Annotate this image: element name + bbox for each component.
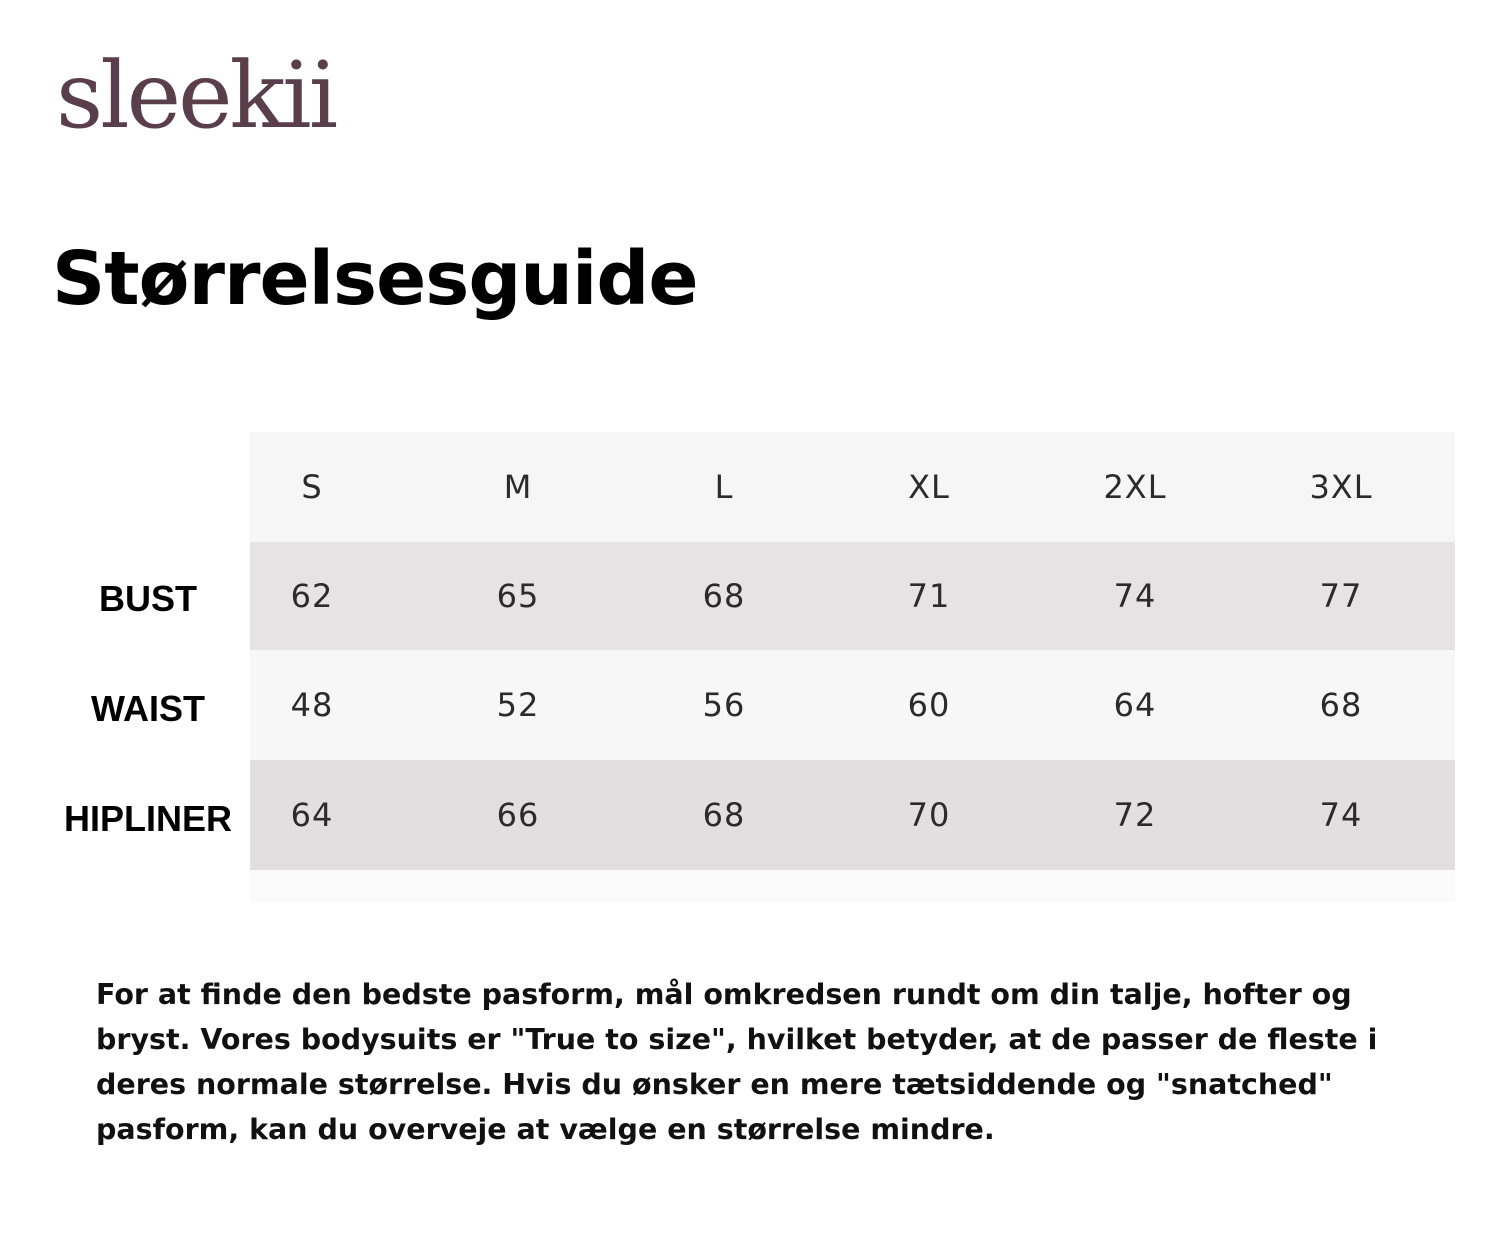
table-row-bust (250, 542, 1455, 650)
table-row-hipliner (250, 760, 1455, 870)
table-cell: 71 (907, 577, 951, 615)
fit-description: For at finde den bedste pasform, mål omkredsen rundt om din talje, hofter og bryst. Vores bodysuits er "True to size", hvilket betyder, at de passer de fleste i deres normale størrelse. Hvis du ønsker en mere tætsiddende og "snatched" pasform, kan du overveje at vælge en størrelse mindre. (96, 978, 1378, 1146)
table-cell: 65 (496, 577, 540, 615)
table-cell: 70 (907, 796, 951, 834)
size-column-header: L (714, 468, 734, 506)
table-cell: 66 (496, 796, 540, 834)
page-title: Størrelsesguide (52, 236, 698, 322)
table-cell: 64 (290, 796, 334, 834)
size-column-header: XL (908, 468, 950, 506)
brand-logo: sleekii (56, 42, 336, 149)
size-table (250, 432, 1455, 902)
table-cell: 72 (1113, 796, 1157, 834)
table-cell: 62 (290, 577, 334, 615)
table-cell: 48 (290, 686, 334, 724)
table-cell: 68 (702, 577, 746, 615)
table-cell: 74 (1319, 796, 1363, 834)
table-cell: 64 (1113, 686, 1157, 724)
table-cell: 77 (1319, 577, 1363, 615)
table-cell: 68 (702, 796, 746, 834)
row-label-bust: BUST (99, 578, 197, 619)
row-label-hipliner: HIPLINER (63, 798, 232, 839)
size-column-header: M (503, 468, 533, 506)
table-row-waist (250, 650, 1455, 760)
size-header-row (250, 432, 1455, 542)
table-cell: 56 (702, 686, 746, 724)
table-cell: 52 (496, 686, 540, 724)
table-cell: 74 (1113, 577, 1157, 615)
size-column-header: 3XL (1309, 468, 1373, 506)
table-cell: 68 (1319, 686, 1363, 724)
row-label-waist: WAIST (91, 688, 205, 729)
table-cell: 60 (907, 686, 951, 724)
size-column-header: S (301, 468, 323, 506)
size-column-header: 2XL (1103, 468, 1167, 506)
